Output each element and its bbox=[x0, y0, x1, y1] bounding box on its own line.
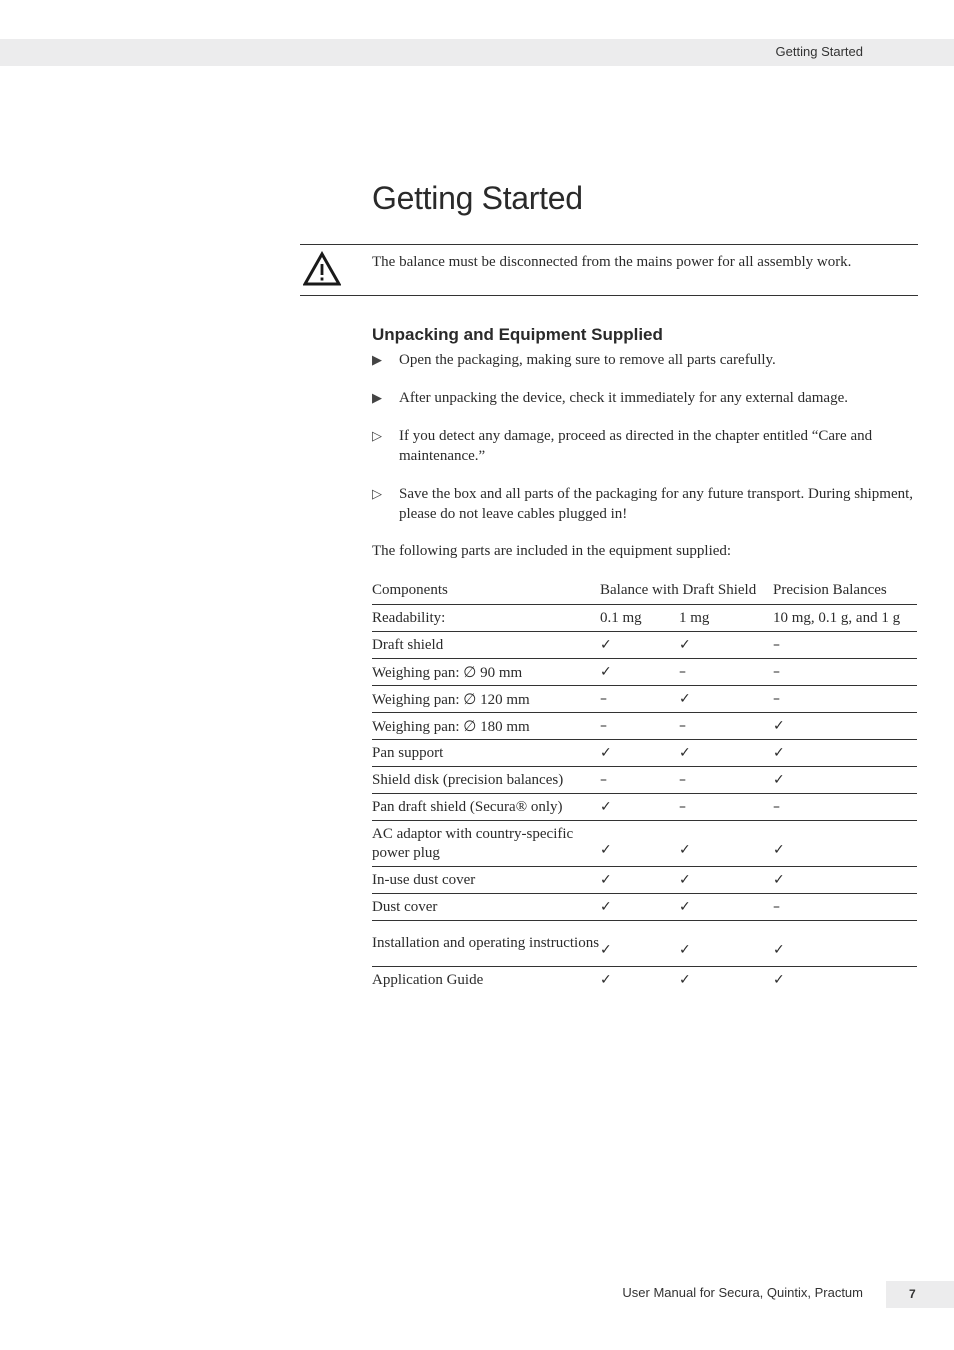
step-text: If you detect any damage, proceed as directed in the chapter entitled “Care and maintenance.” bbox=[399, 428, 873, 464]
step-item bbox=[372, 350, 918, 370]
cell bbox=[773, 967, 917, 994]
table-row bbox=[372, 713, 917, 740]
cell-mark: – bbox=[600, 771, 607, 788]
cell: 10 mg, 0.1 g, and 1 g bbox=[773, 605, 917, 632]
cell-mark: ✓ bbox=[773, 771, 785, 788]
cell-mark: ✓ bbox=[679, 636, 691, 653]
cell-mark: – bbox=[773, 690, 780, 707]
cell bbox=[600, 632, 679, 659]
row-label: Dust cover bbox=[372, 894, 600, 921]
page-title: Getting Started bbox=[372, 180, 583, 216]
cell-mark: ✓ bbox=[600, 798, 612, 815]
cell-mark: ✓ bbox=[773, 871, 785, 888]
cell-mark: ✓ bbox=[600, 971, 612, 988]
parts-table bbox=[372, 576, 917, 993]
warning-triangle-icon bbox=[303, 251, 341, 287]
table-row bbox=[372, 821, 917, 867]
row-label: Weighing pan: ∅ 120 mm bbox=[372, 686, 600, 713]
step-text: Open the packaging, making sure to remove all parts carefully. bbox=[399, 352, 776, 368]
cell bbox=[679, 632, 773, 659]
cell bbox=[600, 659, 679, 686]
cell bbox=[600, 740, 679, 767]
cell bbox=[679, 867, 773, 894]
cell-mark: – bbox=[679, 717, 686, 734]
table-row bbox=[372, 740, 917, 767]
cell bbox=[600, 967, 679, 994]
cell bbox=[600, 686, 679, 713]
row-label: Shield disk (precision balances) bbox=[372, 767, 600, 794]
cell-mark: ✓ bbox=[600, 842, 612, 858]
cell bbox=[600, 894, 679, 921]
cell-mark: ✓ bbox=[773, 717, 785, 734]
table-row bbox=[372, 632, 917, 659]
row-label: Pan support bbox=[372, 740, 600, 767]
cell bbox=[679, 894, 773, 921]
table-header-row bbox=[372, 576, 917, 605]
cell bbox=[679, 686, 773, 713]
cell bbox=[679, 821, 773, 867]
cell bbox=[773, 767, 917, 794]
cell-mark: ✓ bbox=[679, 971, 691, 988]
table-row bbox=[372, 794, 917, 821]
outline-arrow-bullet-icon: ▷ bbox=[372, 486, 382, 501]
step-text: After unpacking the device, check it immediately for any external damage. bbox=[399, 390, 848, 406]
cell-mark: – bbox=[773, 636, 780, 653]
row-label: In-use dust cover bbox=[372, 867, 600, 894]
step-item bbox=[372, 388, 918, 408]
cell-mark: – bbox=[773, 663, 780, 680]
row-label: Weighing pan: ∅ 90 mm bbox=[372, 659, 600, 686]
cell-mark: ✓ bbox=[600, 636, 612, 653]
table-row bbox=[372, 894, 917, 921]
cell bbox=[600, 821, 679, 867]
cell bbox=[600, 713, 679, 740]
filled-arrow-bullet-icon: ▶ bbox=[372, 352, 382, 367]
cell bbox=[679, 921, 773, 967]
cell-mark: – bbox=[773, 898, 780, 915]
cell bbox=[773, 867, 917, 894]
table-row bbox=[372, 659, 917, 686]
cell bbox=[773, 894, 917, 921]
cell-mark: ✓ bbox=[773, 842, 785, 858]
cell-mark: ✓ bbox=[679, 842, 691, 858]
cell-mark: – bbox=[600, 690, 607, 707]
cell-mark: – bbox=[773, 798, 780, 815]
cell bbox=[600, 867, 679, 894]
cell-mark: ✓ bbox=[600, 898, 612, 915]
cell bbox=[679, 767, 773, 794]
cell-mark: – bbox=[679, 798, 686, 815]
section-heading: Unpacking and Equipment Supplied bbox=[372, 325, 663, 344]
cell-mark: ✓ bbox=[679, 744, 691, 761]
cell bbox=[600, 767, 679, 794]
table-row bbox=[372, 921, 917, 967]
cell-mark: ✓ bbox=[679, 898, 691, 915]
warning-text: The balance must be disconnected from the mains power for all assembly work. bbox=[372, 254, 852, 270]
cell bbox=[773, 686, 917, 713]
cell bbox=[679, 740, 773, 767]
cell-mark: ✓ bbox=[773, 971, 785, 988]
table-row bbox=[372, 686, 917, 713]
header-components: Components bbox=[372, 581, 448, 598]
row-label: Draft shield bbox=[372, 632, 600, 659]
table-row bbox=[372, 967, 917, 994]
cell-mark: – bbox=[679, 771, 686, 788]
row-label: Application Guide bbox=[372, 967, 600, 994]
cell-mark: ✓ bbox=[600, 871, 612, 888]
cell bbox=[773, 821, 917, 867]
cell-mark: ✓ bbox=[773, 744, 785, 761]
table-row bbox=[372, 767, 917, 794]
filled-arrow-bullet-icon: ▶ bbox=[372, 390, 382, 405]
cell bbox=[600, 794, 679, 821]
cell-mark: ✓ bbox=[679, 690, 691, 707]
row-label: Readability: bbox=[372, 605, 600, 632]
cell bbox=[773, 632, 917, 659]
cell-mark: – bbox=[600, 717, 607, 734]
cell-mark: ✓ bbox=[600, 744, 612, 761]
cell: 0.1 mg bbox=[600, 605, 679, 632]
cell bbox=[679, 713, 773, 740]
cell-mark: ✓ bbox=[600, 942, 612, 958]
cell: 1 mg bbox=[679, 605, 773, 632]
cell-mark: ✓ bbox=[679, 871, 691, 888]
cell-mark: – bbox=[679, 663, 686, 680]
table-row bbox=[372, 605, 917, 632]
outline-arrow-bullet-icon: ▷ bbox=[372, 428, 382, 443]
running-header-title: Getting Started bbox=[775, 44, 863, 59]
step-text: Save the box and all parts of the packaging for any future transport. During shipment, please do not leave cables plugged in! bbox=[399, 486, 914, 522]
step-item bbox=[372, 426, 918, 466]
row-label: Pan draft shield (Secura® only) bbox=[372, 794, 600, 821]
footer-text: User Manual for Secura, Quintix, Practum bbox=[622, 1285, 863, 1300]
table-row bbox=[372, 867, 917, 894]
row-label: AC adaptor with country-specific power plug bbox=[372, 821, 600, 867]
cell bbox=[679, 967, 773, 994]
header-draft-shield: Balance with Draft Shield bbox=[600, 581, 757, 598]
page-number: 7 bbox=[886, 1281, 954, 1308]
step-item bbox=[372, 484, 918, 524]
cell-mark: ✓ bbox=[600, 663, 612, 680]
row-label: Installation and operating instructions bbox=[372, 921, 600, 967]
parts-intro: The following parts are included in the equipment supplied: bbox=[372, 543, 732, 559]
warning-notice bbox=[300, 244, 918, 296]
header-precision: Precision Balances bbox=[773, 581, 887, 598]
row-label: Weighing pan: ∅ 180 mm bbox=[372, 713, 600, 740]
cell bbox=[679, 794, 773, 821]
cell bbox=[679, 659, 773, 686]
cell-mark: ✓ bbox=[773, 942, 785, 958]
cell-mark: ✓ bbox=[679, 942, 691, 958]
running-header bbox=[0, 39, 954, 66]
cell bbox=[773, 921, 917, 967]
cell bbox=[773, 740, 917, 767]
cell bbox=[773, 659, 917, 686]
cell bbox=[773, 713, 917, 740]
cell bbox=[600, 921, 679, 967]
cell bbox=[773, 794, 917, 821]
